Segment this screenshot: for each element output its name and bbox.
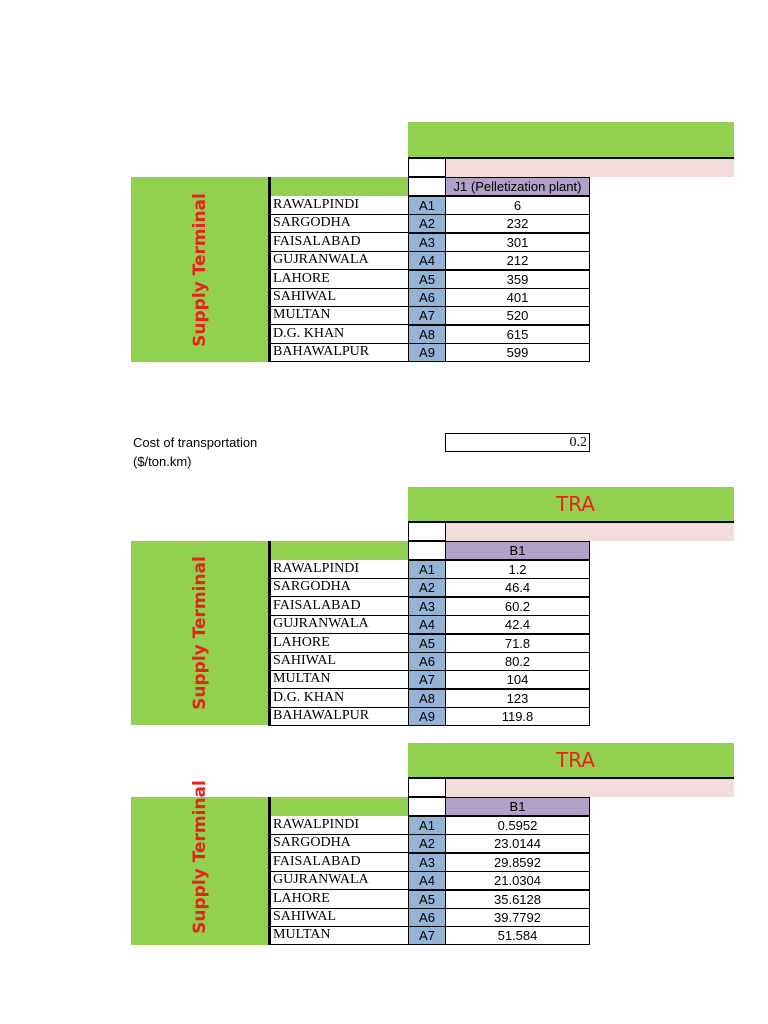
section1-banner (408, 122, 734, 157)
row-value[interactable]: 60.2 (445, 597, 590, 616)
row-code[interactable]: A1 (408, 560, 446, 579)
row-city[interactable]: SAHIWAL (268, 908, 408, 927)
section1-side-label: Supply Terminal (189, 192, 210, 347)
section2-banner (408, 487, 734, 521)
row-value[interactable]: 0.5952 (445, 816, 590, 835)
row-code[interactable]: A9 (408, 343, 446, 362)
row-city[interactable]: BAHAWALPUR (268, 343, 408, 362)
section2-side-label: Supply Terminal (189, 556, 210, 710)
row-code[interactable]: A7 (408, 670, 446, 689)
row-value[interactable]: 46.4 (445, 578, 590, 597)
row-code[interactable]: A5 (408, 634, 446, 653)
row-city[interactable]: GUJRANWALA (268, 871, 408, 890)
row-city[interactable]: MULTAN (268, 926, 408, 945)
row-code[interactable]: A8 (408, 689, 446, 708)
row-code[interactable]: A2 (408, 578, 446, 597)
section1-header-blank[interactable] (408, 177, 446, 196)
cost-value-cell[interactable]: 0.2 (445, 433, 590, 452)
row-city[interactable]: SARGODHA (268, 214, 408, 233)
section1-blank-cell[interactable] (408, 157, 446, 177)
row-code[interactable]: A8 (408, 325, 446, 344)
row-code[interactable]: A5 (408, 270, 446, 289)
section2-pink-band (446, 521, 734, 541)
row-city[interactable]: MULTAN (268, 670, 408, 689)
section2-header-blank[interactable] (408, 541, 446, 560)
section3-header-blank[interactable] (408, 797, 446, 816)
row-code[interactable]: A4 (408, 615, 446, 634)
row-value[interactable]: 212 (445, 251, 590, 270)
cost-label-line1: Cost of transportation (133, 435, 258, 450)
row-code[interactable]: A6 (408, 652, 446, 671)
row-city[interactable]: LAHORE (268, 634, 408, 653)
row-city[interactable]: D.G. KHAN (268, 689, 408, 708)
row-value[interactable]: 51.584 (445, 926, 590, 945)
section1-pink-band (446, 157, 734, 177)
section3-column-header[interactable]: B1 (445, 797, 590, 816)
row-code[interactable]: A1 (408, 196, 446, 215)
row-value[interactable]: 23.0144 (445, 834, 590, 853)
row-city[interactable]: FAISALABAD (268, 233, 408, 252)
section2-header-green (268, 541, 408, 560)
section1-side-panel (131, 177, 268, 362)
section3-pink-band (446, 777, 734, 797)
row-value[interactable]: 35.6128 (445, 890, 590, 909)
row-value[interactable]: 119.8 (445, 707, 590, 726)
row-city[interactable]: MULTAN (268, 306, 408, 325)
row-code[interactable]: A7 (408, 926, 446, 945)
row-code[interactable]: A2 (408, 214, 446, 233)
section3-banner-title: TRA (556, 748, 595, 772)
row-value[interactable]: 42.4 (445, 615, 590, 634)
row-code[interactable]: A3 (408, 853, 446, 872)
row-city[interactable]: GUJRANWALA (268, 615, 408, 634)
section2-side-panel (131, 541, 268, 725)
row-value[interactable]: 39.7792 (445, 908, 590, 927)
row-city[interactable]: FAISALABAD (268, 853, 408, 872)
row-city[interactable]: SARGODHA (268, 578, 408, 597)
row-value[interactable]: 615 (445, 325, 590, 344)
row-code[interactable]: A4 (408, 871, 446, 890)
row-value[interactable]: 599 (445, 343, 590, 362)
row-city[interactable]: RAWALPINDI (268, 196, 408, 215)
section3-side-label: Supply Terminal (189, 780, 210, 934)
row-value[interactable]: 359 (445, 270, 590, 289)
row-code[interactable]: A1 (408, 816, 446, 835)
section1-header-green (268, 177, 408, 196)
section2-column-header[interactable]: B1 (445, 541, 590, 560)
section2-blank-cell[interactable] (408, 521, 446, 541)
row-city[interactable]: D.G. KHAN (268, 325, 408, 344)
section3-header-green (268, 797, 408, 816)
row-value[interactable]: 123 (445, 689, 590, 708)
row-code[interactable]: A3 (408, 233, 446, 252)
row-city[interactable]: BAHAWALPUR (268, 707, 408, 726)
cost-label-line2: ($/ton.km) (133, 454, 192, 469)
row-city[interactable]: GUJRANWALA (268, 251, 408, 270)
row-code[interactable]: A6 (408, 908, 446, 927)
section3-side-panel (131, 780, 268, 945)
row-value[interactable]: 29.8592 (445, 853, 590, 872)
section3-banner (408, 743, 734, 777)
row-code[interactable]: A7 (408, 306, 446, 325)
row-code[interactable]: A5 (408, 890, 446, 909)
row-value[interactable]: 21.0304 (445, 871, 590, 890)
row-value[interactable]: 520 (445, 306, 590, 325)
row-city[interactable]: SAHIWAL (268, 652, 408, 671)
row-code[interactable]: A4 (408, 251, 446, 270)
row-code[interactable]: A3 (408, 597, 446, 616)
row-value[interactable]: 301 (445, 233, 590, 252)
row-code[interactable]: A9 (408, 707, 446, 726)
section1-column-header[interactable]: J1 (Pelletization plant) (445, 177, 590, 196)
row-code[interactable]: A2 (408, 834, 446, 853)
row-city[interactable]: FAISALABAD (268, 597, 408, 616)
row-value[interactable]: 1.2 (445, 560, 590, 579)
row-city[interactable]: LAHORE (268, 270, 408, 289)
row-value[interactable]: 71.8 (445, 634, 590, 653)
row-city[interactable]: LAHORE (268, 890, 408, 909)
row-value[interactable]: 80.2 (445, 652, 590, 671)
row-city[interactable]: SAHIWAL (268, 288, 408, 307)
row-code[interactable]: A6 (408, 288, 446, 307)
row-value[interactable]: 232 (445, 214, 590, 233)
section2-banner-title: TRA (556, 492, 595, 516)
row-city[interactable]: SARGODHA (268, 834, 408, 853)
section3-blank-cell[interactable] (408, 777, 446, 797)
row-city[interactable]: RAWALPINDI (268, 560, 408, 579)
row-value[interactable]: 104 (445, 670, 590, 689)
row-value[interactable]: 6 (445, 196, 590, 215)
row-city[interactable]: RAWALPINDI (268, 816, 408, 835)
row-value[interactable]: 401 (445, 288, 590, 307)
